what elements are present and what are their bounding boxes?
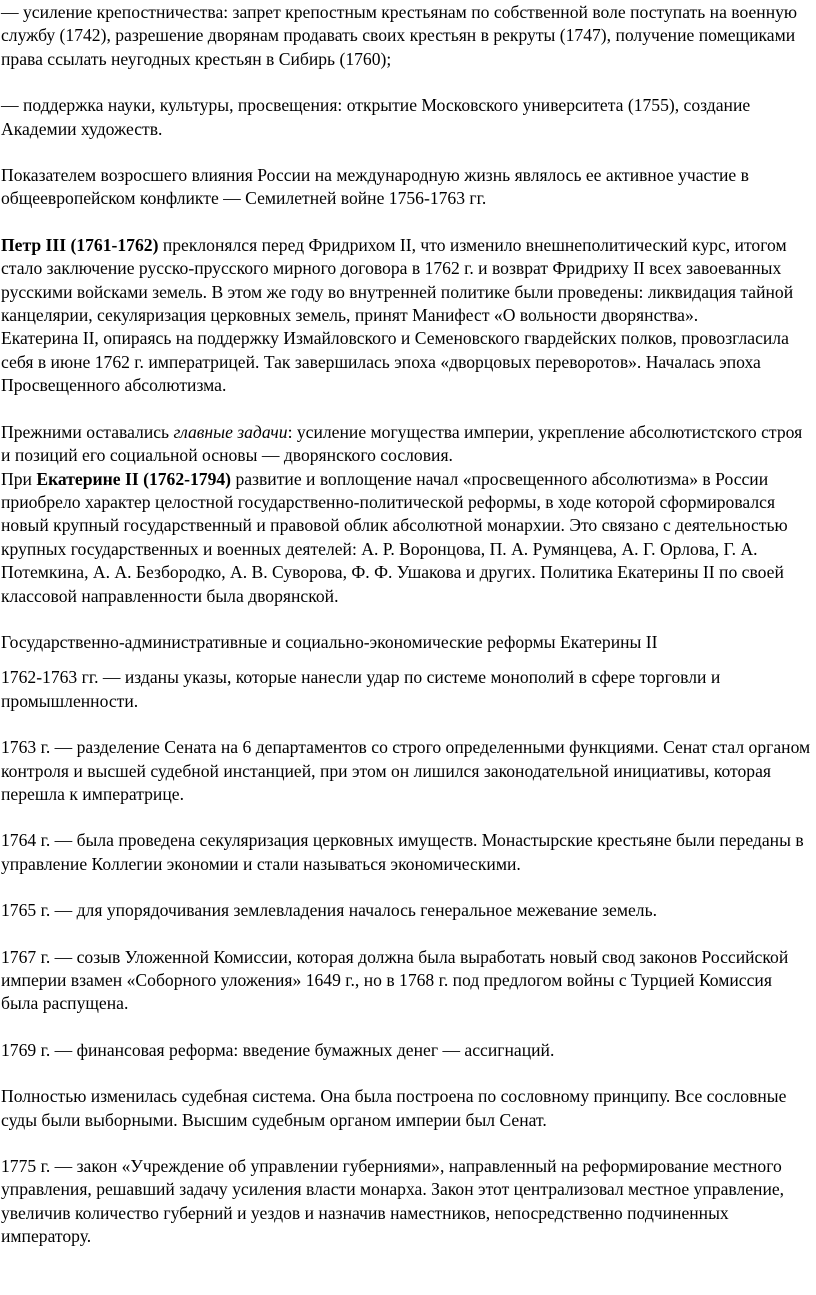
paragraph: 1765 г. — для упорядочивания землевладения началось генеральное межевание земель.: [1, 900, 658, 921]
section-heading: Государственно-административные и социально-экономические реформы Екатерины II: [1, 631, 658, 652]
paragraph: [1, 468, 813, 608]
paragraph-text: Прежними оставались: [1, 421, 174, 442]
paragraph: [1, 421, 813, 468]
paragraph: 1764 г. — была проведена секуляризация церковных имуществ. Монастырские крестьяне были переданы в управление Коллегии экономии и стали называться экономическими.: [1, 830, 804, 874]
bold-term: Екатерине II (1762-1794): [36, 468, 232, 489]
paragraph: — усиление крепостничества: запрет крепостным крестьянам по собственной воле поступать на военную службу (1742), разрешение дворянам продавать своих крестьян в рекруты (1747), получение помещиками права ссылать неугодных крестьян в Сибирь (1760);: [1, 2, 798, 69]
paragraph: 1775 г. — закон «Учреждение об управлении губерниями», направленный на реформирование местного управления, решавший задачу усиления власти монарха. Закон этот централизовал местное управление, увеличив количество губерний и уездов и назначив наместников, непосредственно подчиненных императору.: [1, 1156, 785, 1247]
paragraph-text: развитие и воплощение начал «просвещенного абсолютизма» в России приобрело характер целостной государственно-политической реформы, в ходе которой сформировался новый крупный государственный и правовой облик абсолютной монархии. Это связано с деятельностью крупных государственных и военных деятелей: А. Р. Воронцова, П. А. Румянцева, А. Г. Орлова, Г. А. Потемкина, А. А. Безбородко, А. В. Суворова, Ф. Ф. Ушакова и других. Политика Екатерины II по своей классовой направленности была дворянской.: [1, 468, 788, 606]
paragraph: 1763 г. — разделение Сената на 6 департаментов со строго определенными функциями. Сенат стал органом контроля и высшей судебной инстанцией, при этом он лишился законодательной инициативы, которая перешла к императрице.: [1, 737, 811, 804]
paragraph: Показателем возросшего влияния России на международную жизнь являлось ее активное участие в общеевропейском конфликте — Семилетней войне 1756-1763 гг.: [1, 165, 749, 209]
paragraph-text: При: [1, 468, 37, 489]
bold-term: Петр III (1761-1762): [1, 234, 159, 255]
paragraph: 1769 г. — финансовая реформа: введение бумажных денег — ассигнаций.: [1, 1039, 555, 1060]
paragraph: 1762-1763 гг. — изданы указы, которые нанесли удар по системе монополий в сфере торговли и промышленности.: [1, 667, 721, 711]
paragraph-text: : усиление могущества империи, укрепление абсолютистского строя и позиций его социальной основы — дворянского сословия.: [1, 421, 803, 466]
italic-term: главные задачи: [173, 421, 288, 442]
paragraph-text: преклонялся перед Фридрихом II, что изменило внешнеполитический курс, итогом стало заключение русско-прусского мирного договора в 1762 г. и возврат Фридриху II всех завоеванных русскими войсками земель. В этом же году во внутренней политике были проведены: ликвидация тайной канцелярии, секуляризация церковных земель, принят Манифест «О вольности дворянства».: [1, 234, 794, 326]
paragraph: Екатерина II, опираясь на поддержку Измайловского и Семеновского гвардейских полков, провозгласила себя в июне 1762 г. императрицей. Так завершилась эпоха «дворцовых переворотов». Началась эпоха Просвещенного абсолютизма.: [1, 328, 789, 396]
paragraph: Полностью изменилась судебная система. Она была построена по сословному принципу. Все сословные суды были выборными. Высшим судебным органом империи был Сенат.: [1, 1086, 787, 1130]
paragraph: [1, 234, 813, 328]
paragraph: 1767 г. — созыв Уложенной Комиссии, которая должна была выработать новый свод законов Российской империи взамен «Соборного уложения» 1649 г., но в 1768 г. под предлогом войны с Турцией Комиссия была распущена.: [1, 946, 789, 1014]
paragraph: — поддержка науки, культуры, просвещения: открытие Московского университета (1755), создание Академии художеств.: [1, 95, 751, 139]
